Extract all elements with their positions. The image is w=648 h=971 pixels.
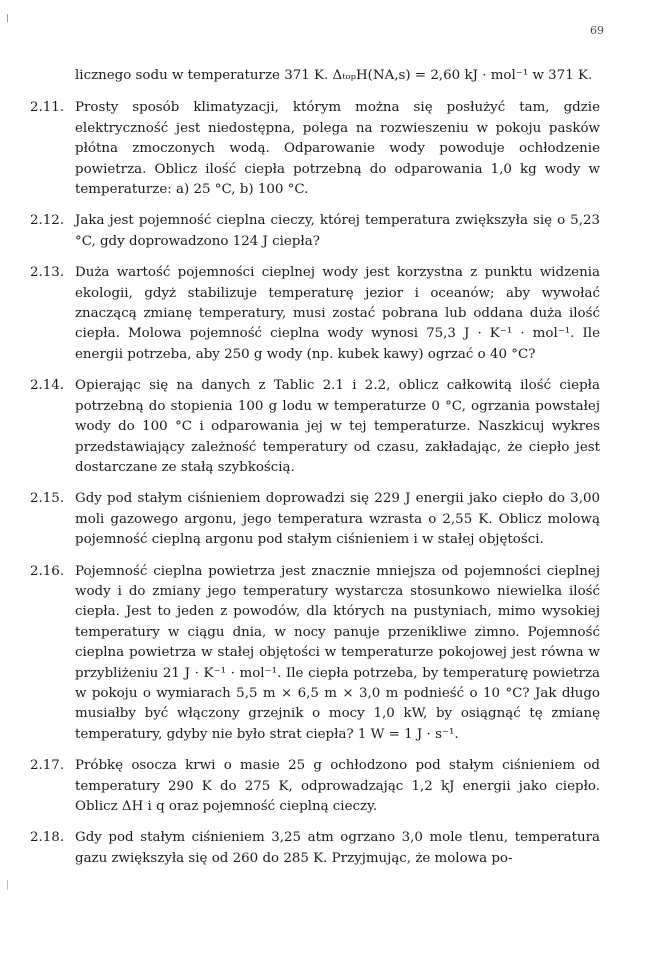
problem-2-15 [30,489,600,550]
problem-text: Jaka jest pojemność cieplna cieczy, której temperatura zwiększyła się o 5,23 °C, gdy doprowadzono 124 J ciepła? [75,213,600,249]
scan-edge-mark [7,880,8,890]
problem-2-17 [30,756,600,817]
problem-number: 2.13. [30,265,65,281]
problem-2-11 [30,98,600,200]
problem-number: 2.11. [30,100,65,116]
problem-number: 2.12. [30,213,65,229]
problem-text: Opierając się na danych z Tablic 2.1 i 2.2, oblicz całkowitą ilość ciepła potrzebną do stopienia 100 g lodu w temperaturze 0 °C, ogrzania powstałej wody do 100 °C i odparowania jej w tej temperaturze. Naszkicuj wykres przedstawiający zależność temperatury od czasu, zakładając, że ciepło jest dostarczane ze stałą szybkością. [75,378,600,475]
problem-text: Gdy pod stałym ciśnieniem doprowadzi się 229 J energii jako ciepło do 3,00 moli gazowego argonu, jego temperatura wzrasta o 2,55 K. Oblicz molową pojemność cieplną argonu pod stałym ciśnieniem i w stałej objętości. [75,491,600,548]
problem-text: Próbkę osocza krwi o masie 25 g ochłodzono pod stałym ciśnieniem od temperatury 290 K do 275 K, odprowadzając 1,2 kJ energii jako ciepło. Oblicz ΔH i q oraz pojemność cieplną cieczy. [75,758,600,814]
problem-text: Pojemność cieplna powietrza jest znacznie mniejsza od pojemności cieplnej wody i do zmiany jego temperatury wystarcza stosunkowo niewielka ilość ciepła. Jest to jeden z powodów, dla których na pustyniach, mimo wysokiej temperatury w ciągu dnia, w nocy panuje przenikliwe zimno. Pojemność cieplna powietrza w stałej objętości w temperaturze pokojowej jest równa w przybliżeniu 21 J · K⁻¹ · mol⁻¹. Ile ciepła potrzeba, by temperaturę powietrza w pokoju o wymiarach 5,5 m × 6,5 m × 3,0 m podnieść o 10 °C? Jak długo musiałby być włączony grzejnik o mocy 1,0 kW, by osiągnąć tę zmianę temperatury, gdyby nie było strat ciepła? 1 W = 1 J · s⁻¹. [75,563,600,742]
problem-text: Gdy pod stałym ciśnieniem 3,25 atm ogrzano 3,0 mole tlenu, temperatura gazu zwiększyła się od 260 do 285 K. Przyjmując, że molowa po- [75,830,600,866]
margin-mark [7,14,8,22]
problem-2-16 [30,562,600,746]
problem-2-18 [30,828,600,869]
problem-text: Prosty sposób klimatyzacji, którym można się posłużyć tam, gdzie elektryczność jest niedostępna, polega na rozwieszeniu w pokoju pasków płótna zmoczonych wodą. Odparowanie wody powoduje ochłodzenie powietrza. Oblicz ilość ciepła potrzebną do odparowania 1,0 kg wody w temperaturze: a) 25 °C, b) 100 °C. [75,100,600,198]
problem-text: Duża wartość pojemności cieplnej wody jest korzystna z punktu widzenia ekologii, gdyż stabilizuje temperaturę jezior i oceanów; aby wywołać znaczącą zmianę temperatury, musi zostać pobrana lub oddana duża ilość ciepła. Molowa pojemność cieplna wody wynosi 75,3 J · K⁻¹ · mol⁻¹. Ile energii potrzeba, aby 250 g wody (np. kubek kawy) ogrzać o 40 °C? [75,265,600,362]
problem-2-12 [30,211,600,252]
problem-2-13 [30,263,600,365]
problem-number: 2.16. [30,563,65,579]
problem-number: 2.15. [30,491,65,507]
continued-text: licznego sodu w temperaturze 371 K. ΔₜₒₚH(NA,s) = 2,60 kJ · mol⁻¹ w 371 K. [75,68,593,83]
problem-2-14 [30,376,600,478]
page-content [30,66,600,880]
page-number: 69 [590,24,604,37]
problem-number: 2.18. [30,830,65,846]
problem-number: 2.17. [30,758,65,774]
problem-number: 2.14. [30,378,65,394]
